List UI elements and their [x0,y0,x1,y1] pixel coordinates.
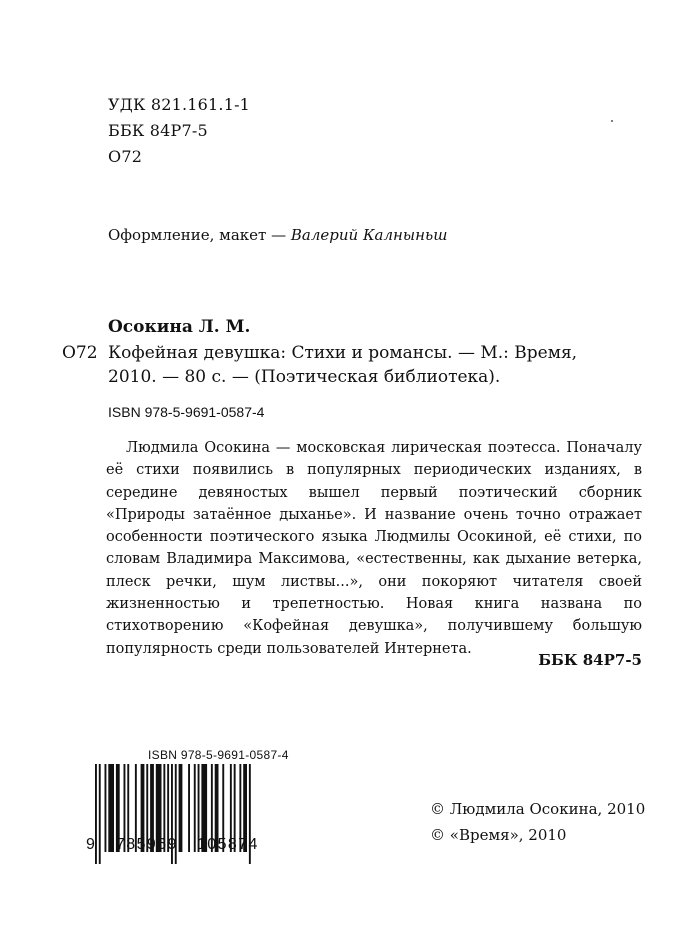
barcode-digit-first: 9 [86,836,97,853]
barcode-bar [99,764,101,864]
udk-code: УДК 821.161.1-1 [108,95,251,114]
barcode-bar [194,764,196,852]
design-credit [108,224,447,246]
barcode-bar [188,764,190,852]
isbn-barcode [85,746,285,876]
catalog-isbn: ISBN 978-5-9691-0587-4 [108,404,265,420]
bbk-code: ББК 84Р7-5 [108,121,208,140]
barcode-digits-right: 105874 [197,836,259,853]
barcode-bar [108,764,114,852]
designer-name: Валерий Калныньш [290,226,448,244]
annotation-bbk: ББК 84Р7-5 [538,651,642,669]
copyright-author: © Людмила Осокина, 2010 [430,800,646,818]
barcode-bar [179,764,183,852]
annotation-text [106,437,642,660]
catalog-author: Осокина Л. М. [108,317,251,337]
copyright-publisher: © «Время», 2010 [430,826,567,844]
design-credit-label: Оформление, макет — [108,226,291,244]
catalog-description: Кофейная девушка: Стихи и романсы. — М.: Время, 2010. — 80 с. — (Поэтическая библиотека). [108,343,578,387]
annotation-body: Людмила Осокина — московская лирическая поэтесса. Поначалу её стихи появились в популярных периодических изданиях, в середине девяностых вышел первый поэтический сборник «Природы затаённое дыханье». И название очень точно отражает особенности поэтического языка Людмилы Осокиной, её стихи, по словам Владимира Максимова, «естественны, как дыхание ветерка, плеск речки, шум листвы...», они покоряют читателя своей жизненностью и трепетностью. Новая книга названа по стихотворению «Кофейная девушка», получившему большую популярность среди пользователей Интернета. [106,440,642,657]
catalog-author-mark: О72 [62,343,98,363]
print-speck [611,120,613,122]
author-mark: О72 [108,147,143,166]
barcode-isbn-label: ISBN 978-5-9691-0587-4 [148,748,289,762]
barcode-bar [105,764,107,852]
barcode-digits-left: 785969 [116,836,178,853]
